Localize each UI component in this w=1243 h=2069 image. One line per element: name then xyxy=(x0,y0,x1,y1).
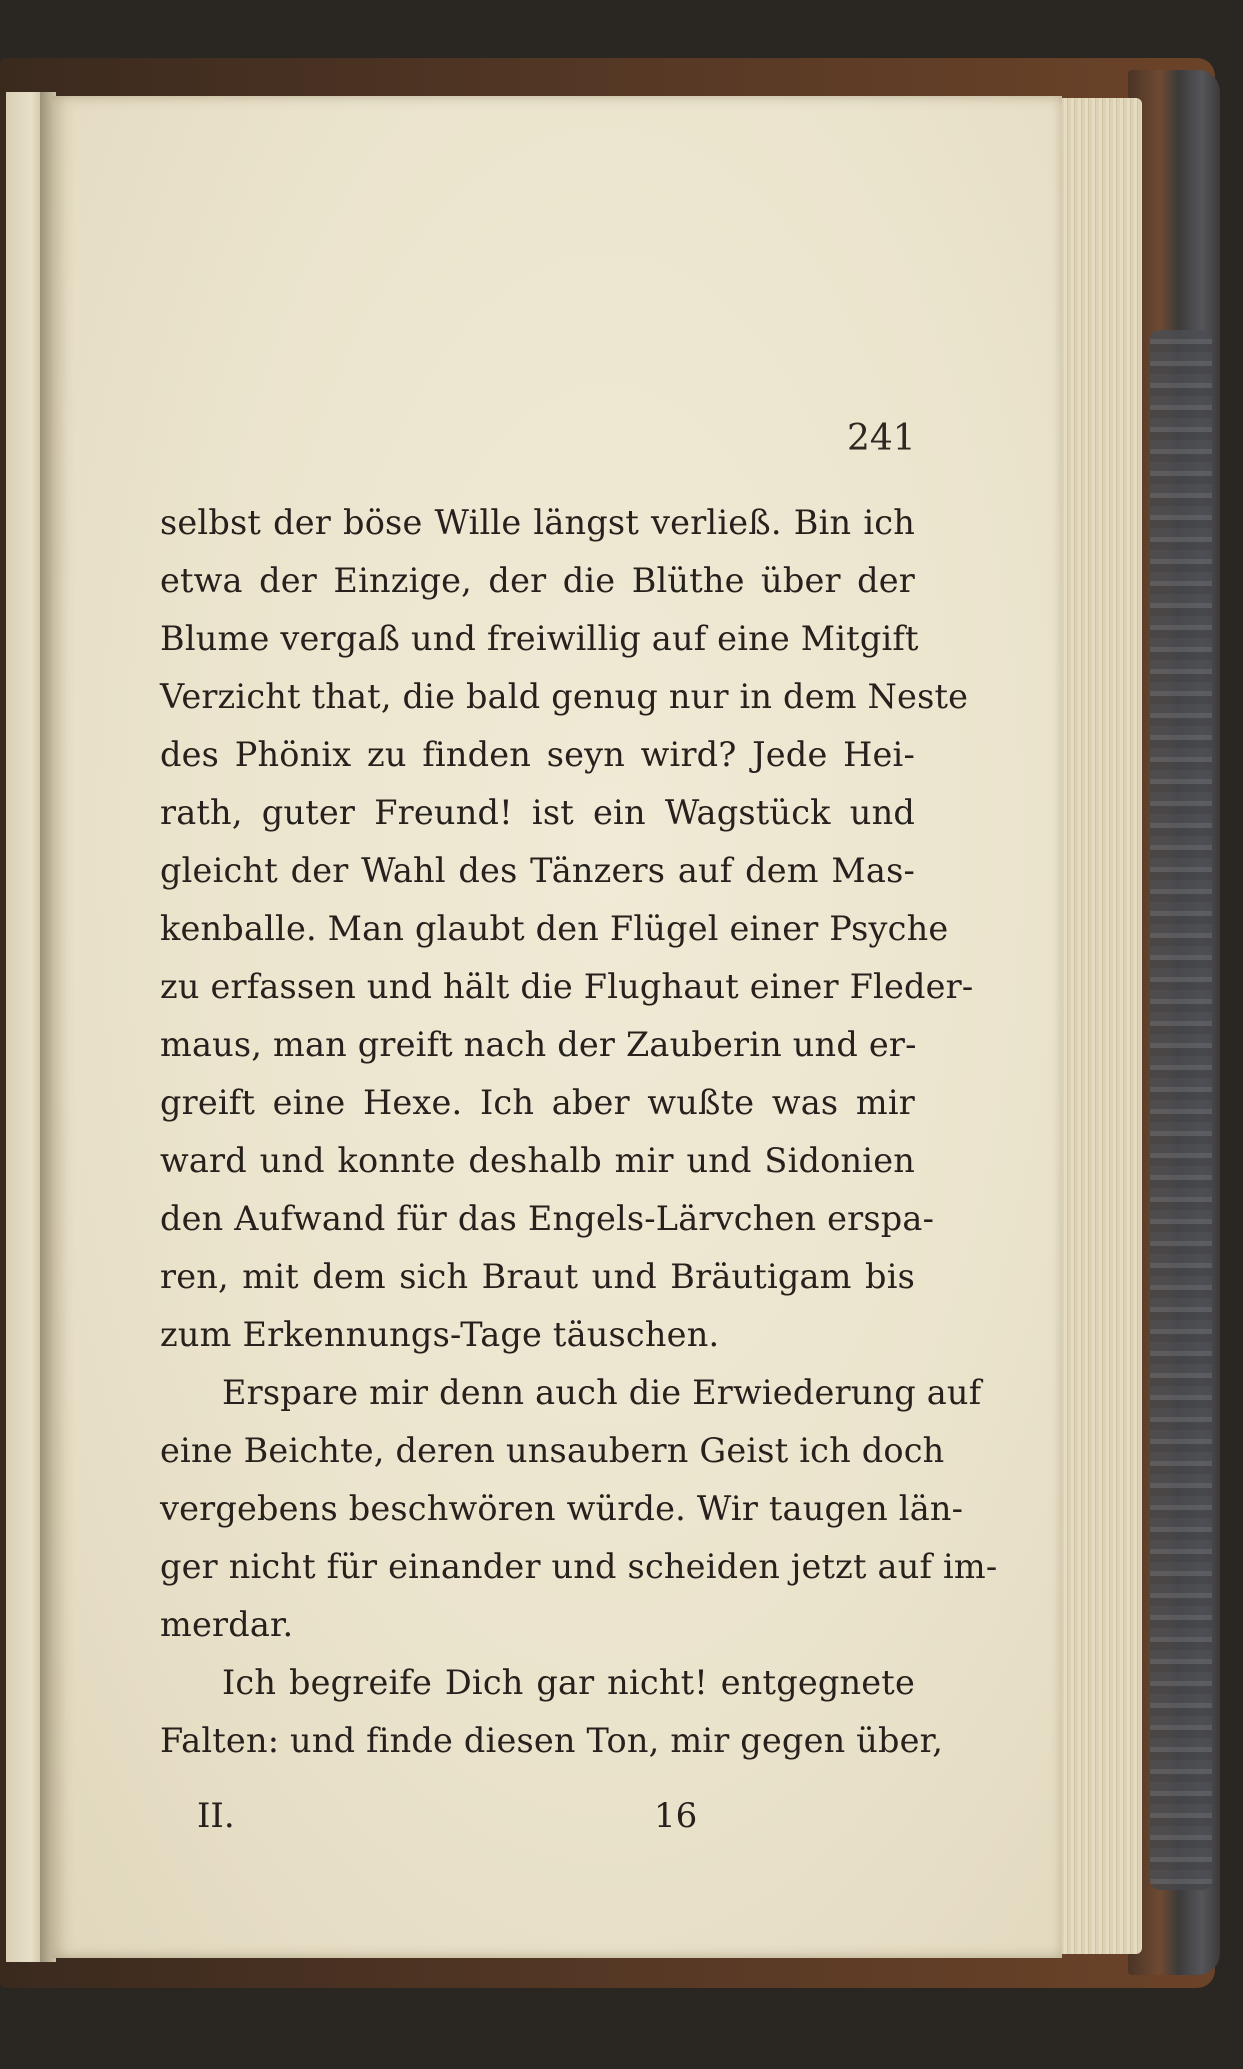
book-page xyxy=(52,96,1062,1958)
sheet-number: 16 xyxy=(654,1796,698,1836)
text-line: etwa der Einzige, der die Blüthe über der xyxy=(160,561,915,600)
text-line: eine Beichte, deren unsaubern Geist ich doch xyxy=(160,1431,945,1470)
signature-mark: II. xyxy=(197,1796,235,1836)
text-line: Verzicht that, die bald genug nur in dem Neste xyxy=(160,677,969,716)
text-line: greift eine Hexe. Ich aber wußte was mir xyxy=(160,1083,915,1122)
text-line: ren, mit dem sich Braut und Bräutigam bis xyxy=(160,1257,915,1296)
text-line: Blume vergaß und freiwillig auf eine Mitgift xyxy=(160,619,919,658)
text-line: Ich begreife Dich gar nicht! entgegnete xyxy=(222,1663,915,1702)
left-page-sliver xyxy=(6,92,42,1962)
text-line: den Aufwand für das Engels-Lärvchen erspa- xyxy=(160,1199,935,1238)
cover-texture xyxy=(1150,330,1212,1890)
text-line: maus, man greift nach der Zauberin und er- xyxy=(160,1025,917,1064)
text-line: rath, guter Freund! ist ein Wagstück und xyxy=(160,793,915,832)
text-line: kenballe. Man glaubt den Flügel einer Psyche xyxy=(160,909,949,948)
text-line: ward und konnte deshalb mir und Sidonien xyxy=(160,1141,915,1180)
page-number: 241 xyxy=(847,418,916,459)
text-line: merdar. xyxy=(160,1605,294,1644)
text-line: zum Erkennungs-Tage täuschen. xyxy=(160,1315,720,1354)
text-line: selbst der böse Wille längst verließ. Bin ich xyxy=(160,503,915,542)
body-text xyxy=(160,494,998,1770)
text-line: gleicht der Wahl des Tänzers auf dem Mas- xyxy=(160,851,915,890)
text-line: Erspare mir denn auch die Erwiederung auf xyxy=(222,1373,982,1412)
text-line: vergebens beschwören würde. Wir taugen län- xyxy=(160,1489,964,1528)
text-line: des Phönix zu finden seyn wird? Jede Hei- xyxy=(160,735,915,774)
text-line: ger nicht für einander und scheiden jetzt auf im- xyxy=(160,1547,998,1586)
page-fore-edge xyxy=(1050,98,1142,1954)
text-line: zu erfassen und hält die Flughaut einer Fleder- xyxy=(160,967,974,1006)
text-line: Falten: und finde diesen Ton, mir gegen über, xyxy=(160,1721,944,1760)
